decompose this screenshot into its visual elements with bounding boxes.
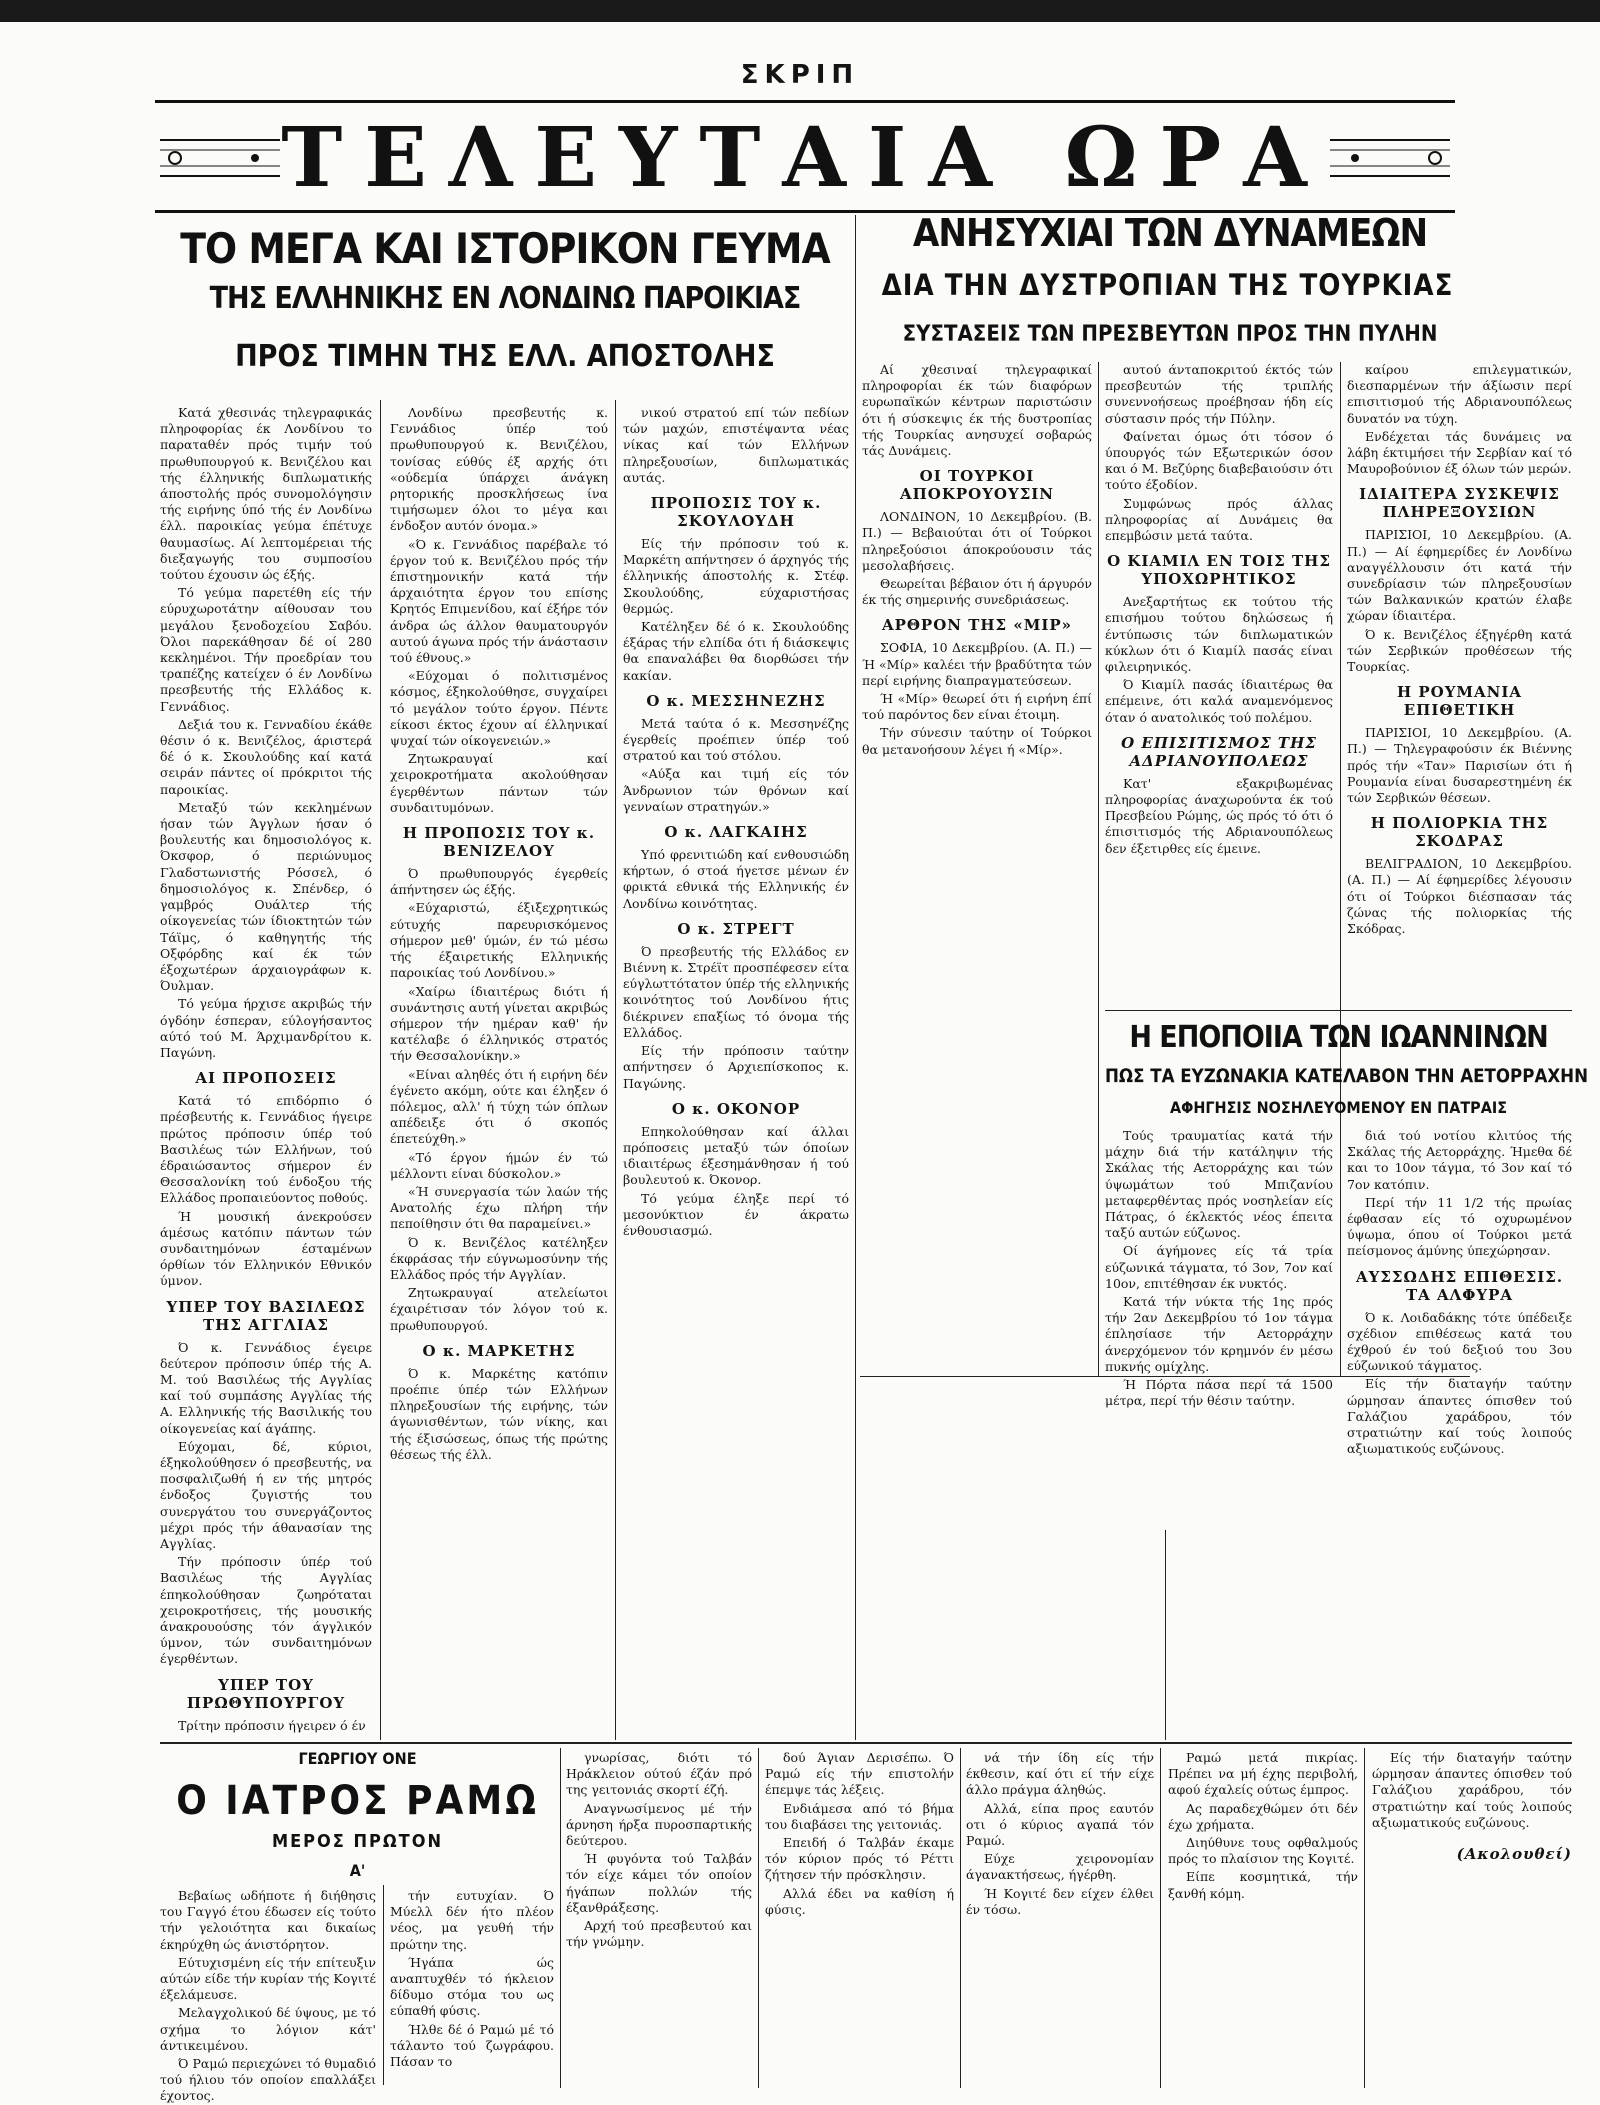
paragraph: Ενδιάμεσα από τό βήμα του διαβάσει της γειτονιάς. [765,1800,954,1832]
paragraph: Επηκολούθησαν καί άλλαι πρόποσεις μεταξύ τών όποίων ιδιαιτέρως έξεσημάνθησαν ή τού βουλευτού κ. Όκονορ. [623,1123,849,1188]
paragraph: «Εύχαριστώ, έξιξεχρητικώς εύτυχής παρευρισκόμενος σήμερον μεθ' ύμών, έν τώ μέσω τής έξαιρετικής Ελληνικής παροικίας τού Λονδίνου.» [390,900,608,981]
paragraph: Ό πρωθυπουργός έγερθείς άπήντησεν ώς έξής. [390,866,608,898]
subheading: Ο ΕΠΙΣΙΤΙΣΜΟΣ ΤΗΣ ΑΔΡΙΑΝΟΥΠΟΛΕΩΣ [1121,733,1317,770]
paragraph: Ζητωκραυγαί ατελείωτοι έχαιρέτισαν τόν λόγον τού κ. πρωθυπουργού. [390,1285,608,1333]
paragraph: Τούς τραυματίας κατά τήν μάχην διά τήν κατάληψιν τής Σκάλας τής Αετορράχης και τών ύψωμάτων τού Μπιζανίου μεταφερθέντας πρός νοσηλείαν είς Πάτρας, ό έκλεκτός νέος έπειτα ταξύ αυτών εύζωνος. [1105,1128,1333,1241]
column-divider [1160,1748,1161,2088]
serial-chapter: Α' [349,1861,366,1880]
paragraph: Λονδίνω πρεσβευτής κ. Γεννάδιος ύπέρ τού πρωθυπουργού κ. Βενιζέλου, τονίσας εύθύς έξ αρχής ότι «ούδεμία ύπάρχει άνάγκη ρητορικής προσκλήσεως ίνα τιμήσωμεν όλοι το μέγα και ένδοξον αυτόν όνομα.» [390,405,608,534]
paragraph: Ας παραδεχθώμεν ότι δέν έχω χρήματα. [1168,1800,1358,1832]
serial-column-6 [1168,1750,1358,2088]
paragraph: Κατ' εξακριβωμένας πληροφορίας άναχωρούντα έκ τού Πρεσβείου Ρώμης, ώς πρός τό ότι ό έπισιτισμός τής Αδριανουπόλεως δεν έξετιρθες είς έμεινε. [1105,775,1333,856]
paragraph: Κατά χθεσινάς τηλεγραφικάς πληροφορίας έκ Λονδίνου το παραταθέν πρός τιμήν τού πρωθυπουργού κ. Βενιζέλου και τής έλληνικής διπλωματικής άποστολής πρός συνομολόγησιν τής ειρήνης ύπό τής έν Λονδίνω έλλ. παροικίας γεύμα έπέτυχε θαυμασίως. Αί λεπτομέρειαι τής διεξαγωγής του συμποσίου τούτου έχουσιν ώς έξής. [160,405,372,583]
subheading: ΥΠΕΡ ΤΟΥ ΠΡΩΘΥΠΟΥΡΓΟΥ [186,1675,346,1712]
paragraph: ΠΑΡΙΣΙΟΙ, 10 Δεκεμβρίου. (Α. Π.) — Αί έφημερίδες έν Λονδίνω αναγγέλλουσιν ότι κατά τήν συνεδρίασιν τών πληρεξουσίων τών Βαλκανικών κρατών έλαβε χώραν ίδιαιτέρα. [1347,527,1572,624]
column-divider [380,400,381,1740]
paragraph: Μελαγχολικού δέ ύψους, με τό σχήμα το λόγιον κάτ' άντικειμένου. [160,2005,376,2053]
paragraph: Τήν σύνεσιν ταύτην οί Τούρκοι θα μετανοήσουν λέγει ή «Μίρ». [862,725,1092,757]
paragraph: Τό γεύμα παρετέθη είς τήν εύρυχωροτάτην αίθουσαν του μεγάλου ξενοδοχείου Σαβόυ. Όλοι παρεκάθησαν δέ οί 280 κεκλημένοι. Τήν προεδρίαν του τραπέζης κατείχεν ό έν Λονδίνω πρεσβευτής τής Ελλάδος κ. Γεννάδιος. [160,585,372,714]
left-story-deck: ΠΡΟΣ ΤΙΜΗΝ ΤΗΣ ΕΛΛ. ΑΠΟΣΤΟΛΗΣ [235,339,775,374]
paragraph: «Είναι αληθές ότι ή ειρήνη δέν έγένετο ακόμη, ούτε και έληξεν ό πόλεμος, αλλ' ή τύχη τών όπλων απέδειξε ότι ό σκοπός έπετεύχθη.» [390,1066,608,1147]
column-divider [855,215,856,1740]
paragraph: Μετά ταύτα ό κ. Μεσσηνέζης έγερθείς προέπιεν ύπέρ τού στρατού και τού στόλου. [623,715,849,764]
serial-column-2 [390,1888,554,2088]
column-divider [615,400,616,1740]
paragraph: «Ό κ. Γεννάδιος παρέβαλε τό έργον τού κ. Βενιζέλου πρός τήν έπιστημονικήν κατά τήν άρχαιότητα έργον του επίσης Κρητός Επιμενίδου, καί έξήρε τόν άνδρα ώς άλλον θαυματουργόν αυτού άγωνα πρός τήν άνάστασιν τού έθνους.» [390,536,608,666]
paragraph: Ό κ. Γεννάδιος έγειρε δεύτερον πρόποσιν ύπέρ τής Α. Μ. τού Βασιλέως τής Αγγλίας καί τού συμπάσης Αγγλίας τής Α. Ελληνικής τής Βασιλικής του οίκογενείας καί άγάπης. [160,1339,372,1436]
paragraph: Τό γεύμα έληξε περί τό μεσονύκτιον έν άκρατω ένθουσιασμώ. [623,1190,849,1238]
subheading: Ο κ. ΟΚΟΝΟΡ [671,1099,801,1118]
masthead-rule-top [155,100,1455,103]
paragraph: Κατέληξεν δέ ό κ. Σκουλούδης έξάρας τήν ελπίδα ότι ή διάσκεψις θα επαναλάβει θα διορθώσει τήν κακίαν. [623,619,849,683]
paragraph: Κατά τό επιδόρπιο ό πρέσβευτής κ. Γεννάδιος ήγειρε πρώτος πρόποσιν ύπέρ τού Βασιλέως τών Ελλήνων, τού έδραιώσαντος σήμερον έν Θεσσαλονίκη τού ένδοξου τής Ελλάδος προπαιεύοντος ποθούς. [160,1093,372,1206]
paragraph: Ραμώ μετά πικρίας. Πρέπει να μή έχης περιβολή, αφού έχαλείς ούτως έμπρος. [1168,1750,1358,1798]
paragraph: ΛΟΝΔΙΝΟΝ, 10 Δεκεμβρίου. (Β. Π.) — Βεβαιούται ότι οί Τούρκοι πληρεξούσιοι άποκρούουσιν τάς μεσολαβήσεις. [862,509,1092,573]
paragraph: Ζητωκραυγαί καί χειροκροτήματα ακολούθησαν έγερθέντων πάντων τών συνδαιτυμόνων. [390,751,608,815]
paragraph: διά τού νοτίου κλιτύος τής Σκάλας τής Αετορράχης. Ήμεθα δέ και το 10ον τάγμα, τό 3ον καί τό 7ον κατόπιν. [1347,1128,1572,1192]
ioannina-column-1 [1105,1128,1333,1409]
subheading: Η ΡΟΥΜΑΝΙΑ ΕΠΙΘΕΤΙΚΗ [1396,683,1523,720]
paragraph: Επειδή ό Ταλβάν έκαμε τόν κύριον πρός τό Ρέττι ζήτησεν τήν πρόσκλησιν. [765,1835,954,1883]
serial-column-1 [160,1888,376,2104]
subheading: Η ΠΡΟΠΟΣΙΣ ΤΟΥ κ. ΒΕΝΙΖΕΛΟΥ [402,824,596,861]
paragraph: Είπε κοσμητικά, τήν ξανθή κόμη. [1168,1869,1358,1901]
subheading: ΑΙ ΠΡΟΠΟΣΕΙΣ [195,1069,337,1088]
subheading: Ο κ. ΛΑΓΚΑΙΗΣ [664,823,808,842]
paragraph: Ή φυγόντα τού Ταλβάν τόν είχε κάμει τόν οποίον ήγάπων πολλών τής έξανθράξεσης. [566,1851,752,1915]
paragraph: Ό κ. Βενιζέλος κατέληξεν έκφράσας τήν εύγνωμοσύνην τής Ελλάδος πρός τήν Αγγλίαν. [390,1234,608,1282]
paragraph: Αλλά, είπα προς εαυτόν οτι ό κύριος αγαπά τόν Ραμώ. [966,1800,1154,1849]
paragraph: Φαίνεται όμως ότι τόσον ό ύπουργός τών Εξωτερικών όσον και ό Μ. Βεζύρης διαβεβαιούσιν ότι τούτο έξοδίον. [1105,428,1333,493]
paragraph: Διηύθυνε τους οφθαλμούς πρός το πλαίσιον της Κογιτέ. [1168,1835,1358,1867]
paragraph: Ό Κιαμίλ πασάς ίδιαιτέρως θα επέμεινε, ότι καλά αναμενόμενος όταν ό ανατολικός τού πολέμου. [1105,677,1333,725]
column-divider [1098,362,1099,1376]
subheading: ΟΙ ΤΟΥΡΚΟΙ ΑΠΟΚΡΟΥΟΥΣΙΝ [899,467,1055,504]
right-story-column-2 [1105,362,1333,1002]
subheading: Ο ΚΙΑΜΙΛ ΕΝ ΤΟΙΣ ΤΗΣ ΥΠΟΧΩΡΗΤΙΚΟΣ [1107,552,1331,589]
ioannina-subheadline: ΠΩΣ ΤΑ ΕΥΖΩΝΑΚΙΑ ΚΑΤΕΛΑΒΟΝ ΤΗΝ ΑΕΤΟΡΡΑΧΗΝ [1105,1066,1589,1087]
left-story-headline: ΤΟ ΜΕΓΑ ΚΑΙ ΙΣΤΟΡΙΚΟΝ ΓΕΥΜΑ [180,224,830,273]
paragraph: Κατά τήν νύκτα τής 1ης πρός τήν 2αν Δεκεμβρίου τό 1ον τάγμα έπλησίασε τήν Αετορράχην άνερχόμενον τόν κρημνόν έν μέσω πυκνής ομίχλης. [1105,1294,1333,1374]
paragraph: Είς τήν πρόποσιν τού κ. Μαρκέτη απήντησεν ό άρχηγός τής έλληνικής άποστολής κ. Στέφ. Σκουλούδης, εύχαριστήσας θερμώς. [623,536,849,616]
paragraph: Ή μουσική άνεκρούσεν άμέσως κατόπιν πάντων τών συνδαιτημόνων έσταμένων όρθίων τόν Ελληνικόν Εθνικόν ύμνον. [160,1208,372,1289]
paragraph: Είς τήν διαταγήν ταύτην ώρμησαν άπαντες όπισθεν τού Γαλάζιου χαράδρου, τόν στρατιώτην καί τούς λοιπούς αξιωματικούς ευζώνους. [1347,1376,1572,1457]
paragraph: νά τήν ίδη είς τήν έκθεσιν, καί ότι εί τήν είχε άλλο πράγμα άληθώς. [966,1750,1154,1798]
paragraph: Ενδέχεται τάς δυνάμεις να λάβη έκτιμήσει τήν Σερβίαν καί τό Μαυροβούνιον έξ όλων τών μερών. [1347,428,1572,477]
newspaper-name: ΣΚΡΙΠ [740,60,860,90]
right-story-deck: ΣΥΣΤΑΣΕΙΣ ΤΩΝ ΠΡΕΣΒΕΥΤΩΝ ΠΡΟΣ ΤΗΝ ΠΥΛΗΝ [902,322,1438,347]
column-divider [560,1748,561,2088]
paragraph: αυτού άνταποκριτού έκτός τών πρεσβευτών τής τριπλής συνεννοήσεως προέβησαν ήδη είς σύστασιν πρός τήν Πύλην. [1105,362,1333,426]
paragraph: Αί χθεσιναί τηλεγραφικαί πληροφορίαι έκ τών διαφόρων ευρωπαϊκών κέντρων παριστώσιν ότι ή σύσκεψις έκ τής δυστροπίας τής Τουρκίας ανησυχεί σοβαρώς τάς Δυνάμεις. [862,362,1092,459]
column-divider [1340,362,1341,1376]
serial-column-5 [966,1750,1154,2088]
paragraph: νικού στρατού επί τών πεδίων τών μαχών, επιστέψαντα νέας νίκας καί τών Ελλήνων πληρεξουσίων, διπλωματικάς αυτάς. [623,405,849,485]
right-ornament-icon [1325,110,1455,206]
paragraph: Εύχομαι, δέ, κύριοι, έξηκολούθησεν ό πρεσβευτής, να ποσφαλιζωθή ή εν τής μητρός ένδοξος ζυγιστής του συνεργάτου του συνεργάζοντος μέχρι πρός τήν άθανασίαν της Αγγλίας. [160,1438,372,1551]
paragraph: Εύχε χειρονομίαν άγανακτήσεως, ήγέρθη. [966,1851,1154,1883]
column-divider [1364,1748,1365,2088]
paragraph: Υπό φρενιτιώδη καί ενθουσιώδη κήρτων, ό στοά ήγετσε μένων έν φρικτά εθνικά τής Ελληνικής έν Λονδίνω κοινότητας. [623,847,849,911]
paragraph: δού Άγιαν Δερισέπω. Ό Ραμώ είς τήν επιστολήν έπεμψε τάς λέξεις. [765,1750,954,1798]
paragraph: «Τό έργον ήμών έν τώ μέλλοντι είναι δύσκολον.» [390,1149,608,1181]
column-divider [1165,1530,1166,1740]
column-divider [758,1748,759,2088]
paragraph: «Αύξα και τιμή είς τόν Άνδρωνιον τών θρόνων καί γενναίων στρατηγών.» [623,766,849,814]
paragraph: Τήν πρόποσιν ύπέρ τού Βασιλέως τής Αγγλίας έπηκολούθησαν ζωηρόταται χειροκροτήσεις, τής μουσικής άνακρουούσης τόν άγγλικόν ύμνον, τών συνδαιτημόνων έγερθέντων. [160,1554,372,1667]
paragraph: Είς τήν διαταγήν ταύτην ώρμησαν άπαντες όπισθεν τού Γαλάζιου χαράδρου, τόν στρατιώτην καί τούς λοιπούς αξιωματικούς ευζώνους. [1372,1750,1572,1830]
paragraph: ΠΑΡΙΣΙΟΙ, 10 Δεκεμβρίου. (Α. Π.) — Τηλεγραφούσιν έκ Βιέννης πρός τήν «Ταν» Παρισίων ότι ή Ρουμανία είναι δυσαρεστημένη έκ τών Σερβικών θέσεων. [1347,725,1572,806]
paragraph: Μεταξύ τών κεκλημένων ήσαν τών Άγγλων ήσαν ό βουλευτής και δημοσιολόγος κ. Όκσφορ, ό περιώνυμος Γλαδστωνιστής Ρόσσελ, ό δημοσιολόγος κ. Σπένδερ, ό γαμβρός Ουάλτερ τής οίκογενείας τών ίδιοκτητών τών Τάϊμς, ό καθηγητής τής Οξφόρδης καί έκ τών έξοχωτέρων άρχαιογράφων κ. Όυλμαν. [160,799,372,994]
subheading: Ο κ. ΜΑΡΚΕΤΗΣ [422,1341,576,1360]
scan-top-edge [0,0,1600,22]
paragraph: Οί άγήμονες είς τά τρία εύζωνικά τάγματα, τό 3ον, 7ον καί 10ον, επιτέθησαν έκ νυκτός. [1105,1243,1333,1291]
column-divider [960,1748,961,2088]
serial-column-3 [566,1750,752,2088]
paragraph: «Χαίρω ίδιαιτέρως διότι ή συνάντησις αυτή γίνεται ακριβώς σήμερον τήν ημέραν καθ' ήν κατέλαβε ό έλληνικός στρατός τήν Θεσσαλονίκην.» [390,983,608,1064]
column-divider [383,1885,384,2085]
serial-part: ΜΕΡΟΣ ΠΡΩΤΟΝ [271,1831,444,1852]
subheading: Η ΠΟΛΙΟΡΚΙΑ ΤΗΣ ΣΚΟΔΡΑΣ [1370,814,1549,851]
ioannina-continued-column [1372,1750,1572,2088]
paragraph: Θεωρείται βέβαιον ότι ή άργυρόν έκ τής σημερινής συνεδριάσεως. [862,576,1092,608]
subheading: Ο κ. ΜΕΣΣΗΝΕΖΗΣ [646,691,826,710]
ioannina-headline: Η ΕΠΟΠΟΙΙΑ ΤΩΝ ΙΩΑΝΝΙΝΩΝ [1129,1020,1548,1055]
subheading: ΑΡΘΡΟΝ ΤΗΣ «ΜΙΡ» [881,616,1073,635]
paragraph: Ήλθε δέ ό Ραμώ μέ τό τάλαντο τού ζωγράφου. Πάσαν το [390,2021,554,2070]
paragraph: «Ή συνεργασία τών λαών τής Ανατολής έχω πλήρη τήν πεποίθησιν ότι θα παραμείνει.» [390,1183,608,1232]
paragraph: Ή Πόρτα πάσα περί τά 1500 μέτρα, περί τήν θέσιν ταύτην. [1105,1377,1333,1409]
paragraph: Ό Ραμώ περιεχώνει τό θυμαδιό τού ήλιου τόν οποίον επαλλάξει έχοντος. [160,2056,376,2104]
to-be-continued: (Ακολουθεί) [1456,1845,1572,1864]
serial-author: ΓΕΩΡΓΙΟΥ ΟΝΕ [298,1749,417,1768]
paragraph: καίρου επιλεγματικών, διεσπαρμένων τήν άξίωσιν περί επισιτισμού τής Αδριανουπόλεως δυνατόν να τύχη. [1347,362,1572,426]
paragraph: Αρχή τού πρεσβευτού και τήν γνώμην. [566,1918,752,1950]
subheading: Ο κ. ΣΤΡΕΓΤ [677,919,795,938]
paragraph: Τό γεύμα ήρχισε ακριβώς τήν όγδόην έσπεραν, εύλογήσαντος αύτό τού Μ. Άρχιμανδρίτου κ. Παγώνη. [160,996,372,1060]
paragraph: Ό κ. Λοιδαδάκης τότε ύπέδειξε σχέδιον επιθέσεως κατά του έχθρού έν τού δεξιού του 3ου εύζωνικού τάγματος. [1347,1309,1572,1374]
subheading: ΑΥΣΣΩΔΗΣ ΕΠΙΘΕΣΙΣ. ΤΑ ΑΛΦΥΡΑ [1355,1267,1564,1304]
left-story-column-2 [390,405,608,1740]
paragraph: Δεξιά του κ. Γενναδίου έκάθε θέσιν ό κ. Βενιζέλος, άριστερά δέ ό κ. Σκουλούδης καί κατά σειράν πάντες οί πρόκριτοι τής παροικίας. [160,716,372,797]
subheading: ΠΡΟΠΟΣΙΣ ΤΟΥ κ. ΣΚΟΥΛΟΥΔΗ [650,494,822,531]
left-story-subheadline: ΤΗΣ ΕΛΛΗΝΙΚΗΣ ΕΝ ΛΟΝΔΙΝΩ ΠΑΡΟΙΚΙΑΣ [209,281,801,316]
section-rule [160,1742,1572,1744]
right-story-column-1 [862,362,1092,1372]
left-story-column-3 [623,405,849,1740]
right-story-headline: ΑΝΗΣΥΧΙΑΙ ΤΩΝ ΔΥΝΑΜΕΩΝ [912,211,1428,255]
paragraph: Ό πρεσβευτής τής Ελλάδος εν Βιέννη κ. Στρέϊτ προσπέφεσεν είτα εύγλωττότατον ύπέρ τής ελληνικής κοινότητος τού Λονδίνου ήτις διέκρινεν επαξίως τό όνομα τής Ελλάδος. [623,943,849,1040]
serial-title: Ο ΙΑΤΡΟΣ ΡΑΜΩ [176,1778,539,1824]
paragraph: Ό κ. Μαρκέτης κατόπιν προέπιε ύπέρ τών Ελλήνων πληρεξουσίων τής ειρήνης, τών άγωνισθέντων, τών νίκης, και τής έξισώσεως, όπως τής πρώτης θέσεως τής έλλ. [390,1365,608,1462]
paragraph: Ή «Μίρ» θεωρεί ότι ή ειρήνη έπί τού παρόντος δεν είναι έτοιμη. [862,691,1092,723]
left-story-column-1 [160,405,372,1740]
ioannina-column-2 [1347,1128,1572,1457]
paragraph: Συμφώνως πρός άλλας πληροφορίας αί Δυνάμεις θα επεμβώσιν μετά ταύτα. [1105,495,1333,544]
paragraph: Τρίτην πρόποσιν ήγειρεν ό έν [178,1717,366,1733]
paragraph: Ή Κογιτέ δεν είχεν έλθει έν τόσω. [966,1885,1154,1917]
subheading: ΥΠΕΡ ΤΟΥ ΒΑΣΙΛΕΩΣ ΤΗΣ ΑΓΓΛΙΑΣ [166,1297,366,1334]
paragraph: Ό κ. Βενιζέλος έξηγέρθη κατά τών Σερβικών προθέσεων τής Τουρκίας. [1347,626,1572,675]
serial-column-4 [765,1750,954,2088]
right-story-subheadline: ΔΙΑ ΤΗΝ ΔΥΣΤΡΟΠΙΑΝ ΤΗΣ ΤΟΥΡΚΙΑΣ [881,268,1454,302]
paragraph: Εύτυχισμένη είς τήν επίτευξιν αύτών είδε τήν κυρίαν τής Κογιτέ έξελάμευσε. [160,1954,376,2003]
paragraph: Είς τήν πρόποσιν ταύτην απήντησεν ό Αρχιεπίσκοπος κ. Παγώνης. [623,1043,849,1091]
ioannina-deck: ΑΦΗΓΗΣΙΣ ΝΟΣΗΛΕΥΟΜΕΝΟΥ ΕΝ ΠΑΤΡΑΙΣ [1169,1098,1508,1117]
banner-headline: ΤΕΛΕΥΤΑΙΑ ΩΡΑ [281,110,1329,206]
subheading: ΙΔΙΑΙΤΕΡΑ ΣΥΣΚΕΨΙΣ ΠΛΗΡΕΞΟΥΣΙΩΝ [1359,485,1560,522]
right-story-column-3 [1347,362,1572,1002]
paragraph: «Εύχομαι ό πολιτισμένος κόσμος, έξηκολούθησε, συγχαίρει τό μεγάλον τούτο έργον. Πέντε είκοσι έκτος έχουν αί έλληνικαί ψυχαί τών οίκογενειών.» [390,668,608,749]
paragraph: Ήγάπα ώς αναπτυχθέν τό ήκλειον δίδυμο στόμα του ως εύπαθή φύσις. [390,1954,554,2019]
paragraph: Ανεξαρτήτως εκ τούτου τής επισήμου τούτου δηλώσεως ή έντύπωσις τών διπλωματικών κύκλων ότι ό Κιαμίλ πασάς είναι φιλειρηνικός. [1105,594,1333,675]
paragraph: Αλλά έδει να καθίση ή φύσις. [765,1885,954,1917]
paragraph: γνωρίσας, διότι τό Ηράκλειον ούτού έζάν πρό της γειτονιάς σκορτί έζή. [566,1750,752,1798]
paragraph: ΣΟΦΙΑ, 10 Δεκεμβρίου. (Α. Π.) — Ή «Μίρ» καλέει τήν βραδύτητα τών περί ειρήνης διαπραγματεύσεων. [862,640,1092,688]
paragraph: Αναγνωσίμενος μέ τήν άρνηση ήρξα πυροσπαρτικής δεύτερου. [566,1800,752,1849]
paragraph: Περί τήν 11 1/2 τής πρωίας έφθασαν είς τό οχυρωμένον ύψωμα, όπου οί Τούρκοι μετά πείσμονος άμύνης ύπεχώρησαν. [1347,1194,1572,1259]
paragraph: ΒΕΛΙΓΡΑΔΙΟΝ, 10 Δεκεμβρίου. (Α. Π.) — Αί έφημερίδες λέγουσιν ότι οί Τούρκοι διέσπασαν τάς ζώνας τής πολιορκίας τής Σκόδρας. [1347,856,1572,937]
paragraph: Βεβαίως ωδήποτε ή διήθησις του Γαγγό έτου έδωσεν είς τούτο τήν γελοιότητα και δικαίως έκηρύχθη ώς άνιστόρητον. [160,1888,376,1952]
paragraph: τήν ευτυχίαν. Ό Μύελλ δέν ήτο πλέον νέος, μα γευθή τήν πρώτην της. [390,1888,554,1952]
section-rule [1105,1010,1572,1011]
